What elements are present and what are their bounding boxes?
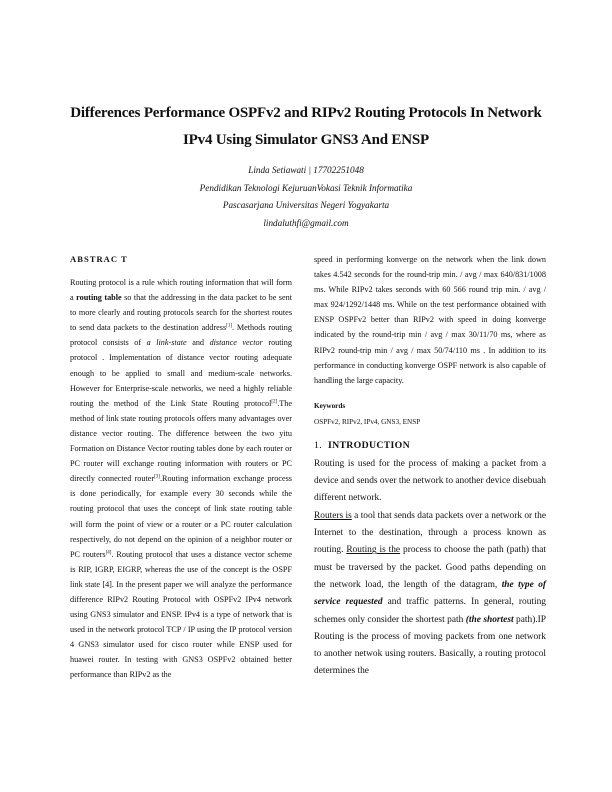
author-block [60, 162, 552, 232]
section-number: 1. [314, 439, 322, 451]
left-column [70, 252, 292, 683]
abstract-text: Routing protocol is a rule which routing information that will form a [70, 278, 292, 303]
affiliation-2: Pascasarjana Universitas Negeri Yogyakarta [222, 200, 390, 210]
abstract-body [70, 275, 292, 683]
abstract-text: . Routing protocol that uses a distance vector scheme is RIP, IGRP, EIGRP, whereas the use of the concept is the OSPF link state [4]. In the present paper we will analyze the performance difference RIPv2 Routing Protocol with OSPFv2 IPv4 network using GNS3 simulator and ENSP. IPv4 is a type of network that is used in the network protocol TCP / IP using the IP protocol version 4 GNS3 simulator used for cisco router while ENSP used for huawei router. In testing with GNS3 OSPFv2 obtained better performance than RIPv2 as the [70, 549, 293, 680]
keywords-heading: Keywords [314, 401, 346, 410]
introduction-heading [314, 438, 546, 454]
introduction-body [314, 456, 546, 681]
citation-ref: [4] [105, 549, 112, 555]
intro-paragraph-2 [314, 508, 546, 681]
underlined-term: Routers is [314, 510, 352, 521]
abstract-text: and [186, 338, 210, 348]
intro-paragraph-1: Routing is used for the process of making a packet from a device and sends over the network to another device disebuah different network. [314, 458, 546, 504]
emphasis-term: (the shortest [465, 614, 514, 625]
abstract-bold-term: routing table [76, 293, 122, 303]
underlined-term: Routing is the [346, 545, 401, 556]
citation-ref: [1] [226, 323, 232, 329]
citation-ref: [2] [271, 399, 278, 405]
emphasis-term: the type of service requested [314, 579, 547, 608]
author-name: Linda Setiawati | 17702251048 [248, 165, 364, 175]
author-email[interactable]: lindaluthfi@gmail.com [263, 217, 349, 228]
paper-title [60, 100, 552, 154]
section-title: INTRODUCTION [327, 439, 410, 451]
right-column [314, 252, 546, 681]
keywords-list: OSPFv2, RIPv2, IPv4, GNS3, ENSP [314, 417, 421, 426]
abstract-italic-term: distance vector [209, 338, 263, 348]
abstract-italic-term: a link-state [146, 338, 187, 348]
abstract-text: .The method of link state routing protocols offers many advantages over distance vector routing. The difference between the two yitu Formation on Distance Vector routing tables done by each router or PC router will exchange routing information with routers or PC directly connected router [70, 398, 292, 484]
abstract-text: . Methods routing protocol consists of [70, 323, 292, 348]
intro-text: and traffic patterns. In general, routing schemes only consider the shortest path [314, 597, 546, 625]
title-line-1: Differences Performance OSPFv2 and RIPv2 Routing Protocols In Network [70, 105, 542, 121]
abstract-text: so that the addressing in the data packet to be sent to more clearly and routing protocols search for the shortest routes to send data packets to the destination address [70, 293, 292, 333]
citation-ref: [3] [154, 474, 160, 480]
abstract-heading: ABSTRAC T [70, 254, 128, 264]
abstract-text: routing protocol . Implementation of distance vector routing adequate enough to be applied to small and medium-scale networks. However for Enterprise-scale networks, we need a highly reliable routing the method of the Link State Routing protocol [70, 338, 292, 408]
intro-text: path).IP Routing is the process of moving packets from one network to another netwok using routers. Basically, a routing protocol determines the [314, 614, 546, 677]
abstract-text: .Routing information exchange process is done periodically, for example every 30 seconds while the routing protocol that uses the concept of link state routing table will form the point of view or a router or a PC router calculation respectively, do not depend on the opinion of a neighbor router or PC routers [70, 474, 292, 559]
affiliation-1: Pendidikan Teknologi KejuruanVokasi Teknik Informatika [199, 182, 413, 193]
intro-text: process to choose the path (path) that must be traversed by the packet. Good paths depending on the network load, the length of the datagram, [314, 545, 546, 590]
abstract-continued: speed in performing konverge on the network when the link down takes 4.542 seconds for the round-trip min. / avg / max 640/831/1008 ms. While RIPv2 takes seconds with 60 566 round trip min. / avg / max 924/1292/1448 ms. While on the test performance obtained with ENSP OSPFv2 better than RIPv2 with speed in doing konverge indicated by the round-trip min / avg / max 30/11/70 ms, where as RIPv2 round-trip min / avg / max 50/74/110 ms . In addition to its performance in conducting konverge OSPF network is also capable of handling the large capacity. [314, 255, 546, 385]
title-line-2: IPv4 Using Simulator GNS3 And ENSP [183, 132, 429, 148]
intro-text: a tool that sends data packets over a network or the Internet to the destination, through a process known as routing. [314, 510, 546, 556]
